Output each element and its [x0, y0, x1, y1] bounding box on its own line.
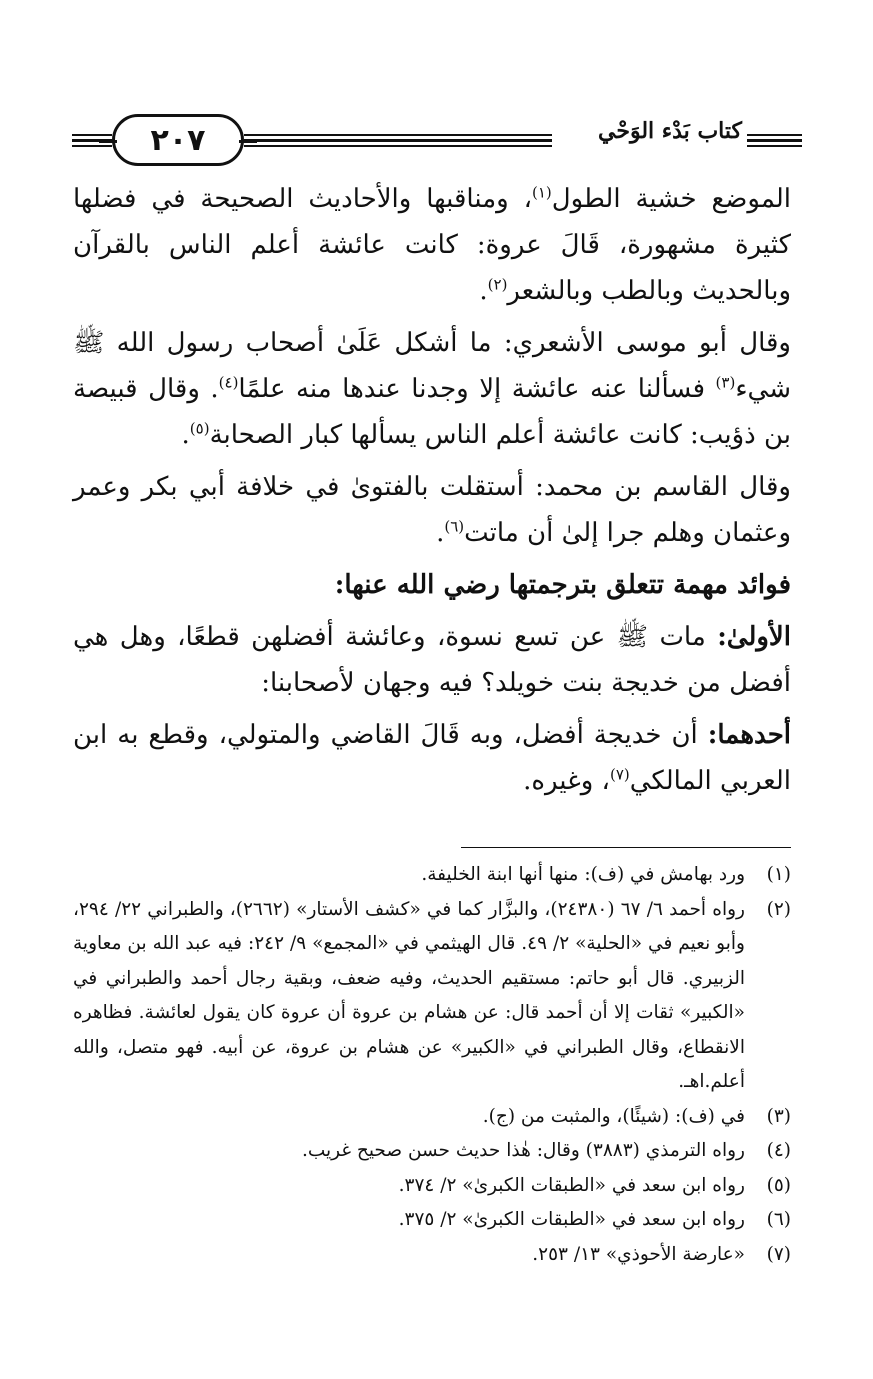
paragraph-text: الموضع خشية الطول [551, 184, 791, 214]
paragraph-lead: الأولىٰ: [717, 622, 791, 652]
footnote-text: رواه ابن سعد في «الطبقات الكبرىٰ» ٢/ ٣٧٤. [398, 1174, 745, 1196]
header-rule [747, 134, 802, 136]
footnote-ref: (٤) [218, 373, 239, 392]
footnote-separator [461, 847, 791, 848]
header-rule [747, 145, 802, 147]
footnote [73, 1100, 791, 1135]
paragraph-text: ، ومناقبها والأحاديث الصحيحة في فضلها كثيرة مشهورة، قَالَ عروة: كانت عائشة أعلم الناس بالقرآن وبالحديث وبالطب وبالشعر [73, 184, 791, 306]
running-title: كتاب بَدْء الوَحْي [598, 118, 742, 144]
footnote-number: (٤) [766, 1140, 791, 1161]
paragraph-text: . وقال قبيصة بن ذؤيب: كانت عائشة أعلم الناس يسألها كبار الصحابة [73, 374, 791, 450]
footnote [73, 858, 791, 893]
paragraph [73, 614, 791, 706]
footnote-text: رواه أحمد ٦/ ٦٧ (٢٤٣٨٠)، والبزَّار كما في «كشف الأستار» (٢٦٦٢)، والطبراني ٢٢/ ٢٩٤، وأبو نعيم في «الحلية» ٢/ ٤٩. قال الهيثمي في «المجمع» ٩/ ٢٤٢: فيه عبد الله بن معاوية الزبيري. قال أبو حاتم: مستقيم الحديث، وفيه ضعف، وبقية رجال أحمد والطبراني في «الكبير» ثقات إلا أن أحمد قال: عن هشام بن عروة أن عروة كان يقول لعائشة. فظاهره الانقطاع، وقال الطبراني في «الكبير» عن هشام بن عروة، عن أبيه. فهو متصل، والله أعلم.اهـ. [73, 898, 745, 1092]
header-rule [72, 145, 112, 147]
footnote-ref: (٣) [715, 373, 736, 392]
main-text [73, 176, 791, 810]
footnote-text: في (ف): (شيئًا)، والمثبت من (ج). [482, 1105, 745, 1127]
footnote-number: (٧) [766, 1243, 791, 1265]
footnote-text: رواه الترمذي (٣٨٨٣) وقال: هٰذا حديث حسن صحيح غريب. [301, 1140, 745, 1161]
paragraph-text: وقال أبو موسى الأشعري: ما أشكل عَلَىٰ أصحاب رسول الله ﷺ شيء [73, 328, 791, 404]
footnote-ref: (٦) [444, 517, 465, 536]
footnote-ref: (٢) [487, 275, 508, 294]
paragraph-text: . [436, 518, 445, 548]
footnote-ref: (١) [532, 183, 552, 202]
footnote-ref: (٧) [609, 765, 630, 784]
paragraph-text: فسألنا عنه عائشة إلا وجدنا عندها منه علمًا [238, 374, 716, 404]
footnote-text: ورد بهامش في (ف): منها أنها ابنة الخليفة. [421, 864, 745, 885]
header-rule [244, 139, 552, 142]
header-rule [244, 134, 552, 136]
footnote [73, 1134, 791, 1169]
paragraph-text: وقال القاسم بن محمد: أستقلت بالفتوىٰ في خلافة أبي بكر وعمر وعثمان وهلم جرا إلىٰ أن ماتت [73, 472, 791, 548]
paragraph-text: ، وغيره. [523, 766, 610, 796]
page-header [72, 108, 802, 168]
footnotes [73, 858, 791, 1272]
paragraph-text: مات ﷺ عن تسع نسوة، وعائشة أفضلهن قطعًا، وهل هي أفضل من خديجة بنت خويلد؟ فيه وجهان لأصحابنا: [73, 622, 791, 698]
paragraph-text: فوائد مهمة تتعلق بترجمتها رضي الله عنها: [334, 570, 791, 600]
footnote-number: (٢) [766, 898, 791, 920]
header-rule [747, 139, 802, 142]
footnote-number: (١) [766, 864, 791, 885]
paragraph-text: . [181, 420, 190, 450]
header-rule [244, 145, 552, 147]
paragraph-lead: أحدهما: [707, 720, 791, 750]
paragraph-text: . [479, 276, 488, 306]
footnote-text: رواه ابن سعد في «الطبقات الكبرىٰ» ٢/ ٣٧٥. [398, 1209, 745, 1230]
paragraph [73, 712, 791, 804]
footnote [73, 893, 791, 1100]
footnote [73, 1238, 791, 1273]
footnote-ref: (٥) [189, 419, 210, 438]
footnote [73, 1203, 791, 1238]
footnote-text: «عارضة الأحوذي» ١٣/ ٢٥٣. [532, 1243, 745, 1265]
paragraph [73, 464, 791, 556]
paragraph [73, 320, 791, 458]
footnote [73, 1169, 791, 1204]
footnote-number: (٦) [766, 1209, 791, 1230]
page-number: ٢٠٧ [112, 114, 244, 166]
footnote-number: (٣) [766, 1105, 791, 1127]
section-heading [73, 562, 791, 608]
footnote-number: (٥) [766, 1174, 791, 1196]
paragraph [73, 176, 791, 314]
header-rule [72, 134, 112, 136]
paragraph-text: أن خديجة أفضل، وبه قَالَ القاضي والمتولي، وقطع به ابن العربي المالكي [73, 720, 791, 796]
